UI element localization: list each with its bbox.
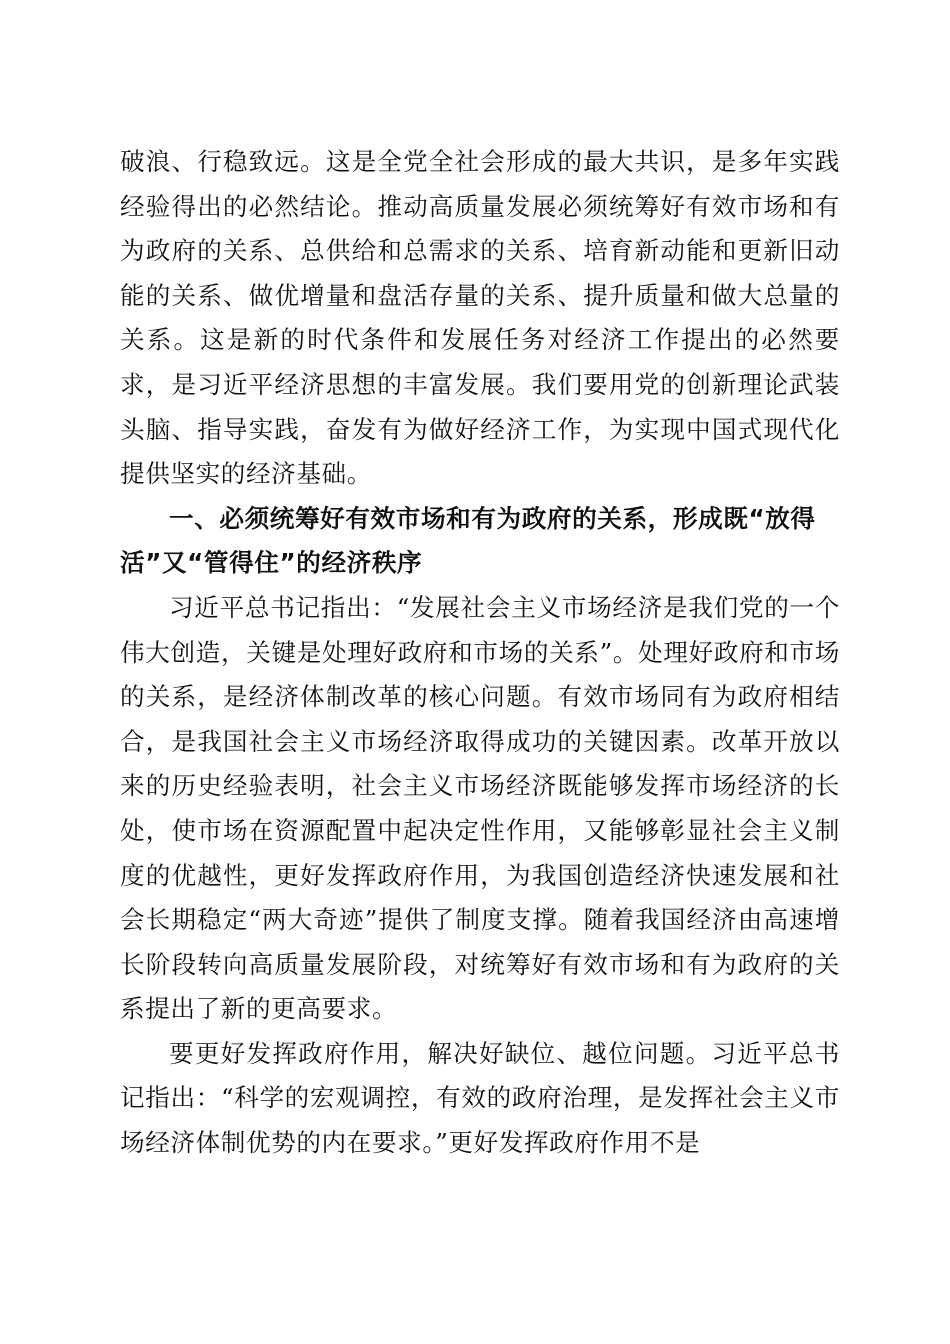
paragraph-continuation: 破浪、行稳致远。这是全党全社会形成的最大共识，是多年实践经验得出的必然结论。推动高质量发展必须统筹好有效市场和有为政府的关系、总供给和总需求的关系、培育新动能和更新旧动能的关系、做优增量和盘活存量的关系、提升质量和做大总量的关系。这是新的时代条件和发展任务对经济工作提出的必然要求，是习近平经济思想的丰富发展。我们要用党的创新理论武装头脑、指导实践，奋发有为做好经济工作，为实现中国式现代化提供坚实的经济基础。 xyxy=(120,147,840,489)
document-body xyxy=(120,140,840,1166)
section-heading: 一、必须统筹好有效市场和有为政府的关系，形成既“放得活”又“管得住”的经济秩序 xyxy=(120,503,816,578)
paragraph-government-role: 要更好发挥政府作用，解决好缺位、越位问题。习近平总书记指出：“科学的宏观调控，有效的政府治理，是发挥社会主义市场经济体制优势的内在要求。”更好发挥政府作用不是 xyxy=(120,1038,840,1158)
paragraph-government-market: 习近平总书记指出：“发展社会主义市场经济是我们党的一个伟大创造，关键是处理好政府和市场的关系”。处理好政府和市场的关系，是经济体制改革的核心问题。有效市场同有为政府相结合，是我国社会主义市场经济取得成功的关键因素。改革开放以来的历史经验表明，社会主义市场经济既能够发挥市场经济的长处，使市场在资源配置中起决定性作用，又能够彰显社会主义制度的优越性，更好发挥政府作用，为我国创造经济快速发展和社会长期稳定“两大奇迹”提供了制度支撑。随着我国经济由高速增长阶段转向高质量发展阶段，对统筹好有效市场和有为政府的关系提出了新的更高要求。 xyxy=(120,592,840,1024)
